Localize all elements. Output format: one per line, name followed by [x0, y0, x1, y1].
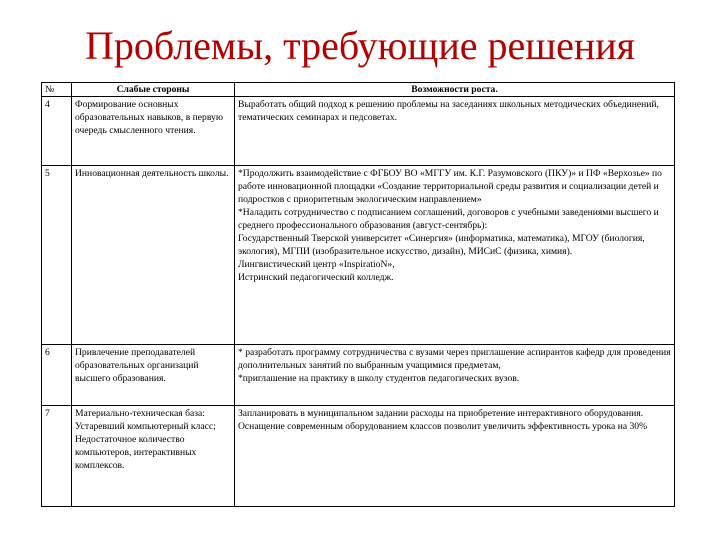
- header-num: №: [42, 83, 72, 97]
- weak-point: Материально-техническая база: Устаревший компьютерный класс; Недостаточное количество компьютеров, интерактивных комплексов.: [72, 406, 235, 507]
- opportunity-cell: [235, 406, 675, 507]
- weak-point: Привлечение преподавателей образовательных организаций высшего образования.: [72, 345, 235, 406]
- opportunity-text: Истринский педагогический колледж.: [238, 272, 394, 283]
- opportunity-text: Выработать общий подход к решению проблемы на заседаниях школьных методических объединений, тематических семинарах и педсоветах.: [238, 99, 659, 123]
- opportunity-text: *Продолжить взаимодействие с ФГБОУ ВО «МГГУ им. К.Г. Разумовского (ПКУ)» и ПФ «Верхозье» по работе инновационной площадки «Создание территориальной среды развития и социализации детей и подростков с приоритетным экологическим направлением»: [238, 168, 662, 205]
- opportunity-text: Государственный Тверской университет «Синергия» (информатика, математика), МГОУ (биология, экология), МГПИ (изобразительное искусство, дизайн), МИСиС (физика, химия).: [238, 233, 645, 257]
- problems-table: [41, 82, 675, 507]
- row-number: 4: [42, 97, 72, 166]
- table-row: [42, 166, 675, 345]
- page-title: Проблемы, требующие решения: [84, 23, 636, 68]
- table-row: [42, 345, 675, 406]
- opportunity-text: Оснащение современным оборудованием классов позволит увеличить эффективность урока на 30%: [238, 421, 648, 432]
- row-number: 7: [42, 406, 72, 507]
- table-header-row: [42, 83, 675, 97]
- weak-point: Инновационная деятельность школы.: [72, 166, 235, 345]
- opportunity-text: *Наладить сотрудничество с подписанием соглашений, договоров с учебными заведениями высшего и среднего профессионального образования (август-сентябрь):: [238, 207, 659, 231]
- row-number: 6: [42, 345, 72, 406]
- opportunity-text: Запланировать в муниципальном задании расходы на приобретение интерактивного оборудования.: [238, 408, 644, 419]
- header-opportunities: Возможности роста.: [235, 83, 675, 97]
- opportunity-cell: [235, 97, 675, 166]
- row-number: 5: [42, 166, 72, 345]
- opportunity-cell: [235, 166, 675, 345]
- header-weak: Слабые стороны: [72, 83, 235, 97]
- table-row: [42, 97, 675, 166]
- opportunity-text: *приглашение на практику в школу студентов педагогических вузов.: [238, 373, 520, 384]
- weak-point: Формирование основных образовательных навыков, в первую очередь смысленного чтения.: [72, 97, 235, 166]
- opportunity-cell: [235, 345, 675, 406]
- table-row: [42, 406, 675, 507]
- opportunity-text: * разработать программу сотрудничества с вузами через приглашение аспирантов кафедр для проведения дополнительных занятий по выбранным учащимися предметам,: [238, 347, 671, 371]
- opportunity-text: Лингвистический центр «InspiratioN»,: [238, 259, 395, 270]
